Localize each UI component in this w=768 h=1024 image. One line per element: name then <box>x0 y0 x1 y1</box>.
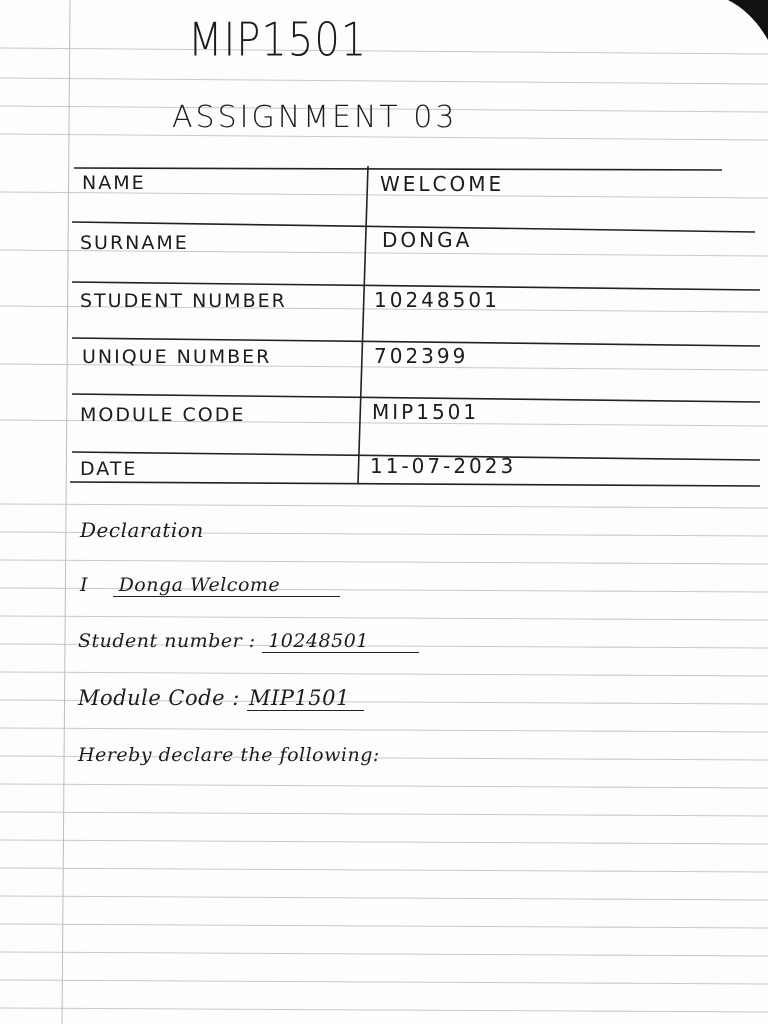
declaration-name-prefix: I <box>80 574 89 596</box>
row-value-name: WELCOME <box>380 172 505 196</box>
row-label-student-number: STUDENT NUMBER <box>80 290 287 312</box>
declaration-module-code-label: Module Code : <box>78 686 240 710</box>
row-label-module-code: MODULE CODE <box>80 404 246 426</box>
row-value-surname: DONGA <box>382 228 473 252</box>
declaration-heading: Declaration <box>80 518 204 542</box>
declaration-student-number-value: 10248501 <box>262 630 419 653</box>
declaration-module-code-value: MIP1501 <box>247 686 364 711</box>
row-label-date: DATE <box>80 458 138 480</box>
declaration-statement: Hereby declare the following: <box>78 744 380 766</box>
row-value-date: 11-07-2023 <box>370 454 517 478</box>
row-label-name: NAME <box>82 172 146 194</box>
declaration-name-line <box>80 574 340 597</box>
page-title: MIP1501 <box>188 14 368 67</box>
declaration-student-number-label: Student number : <box>78 630 256 652</box>
assignment-subtitle: ASSIGNMENT 03 <box>172 100 458 135</box>
row-value-module-code: MIP1501 <box>372 400 480 424</box>
row-value-student-number: 10248501 <box>374 288 500 312</box>
declaration-student-number-line <box>78 630 419 653</box>
row-label-surname: SURNAME <box>80 232 189 254</box>
row-value-unique-number: 702399 <box>374 344 469 368</box>
declaration-module-code-line <box>78 686 364 711</box>
row-label-unique-number: UNIQUE NUMBER <box>82 346 272 368</box>
declaration-name-value: Donga Welcome <box>113 574 341 597</box>
